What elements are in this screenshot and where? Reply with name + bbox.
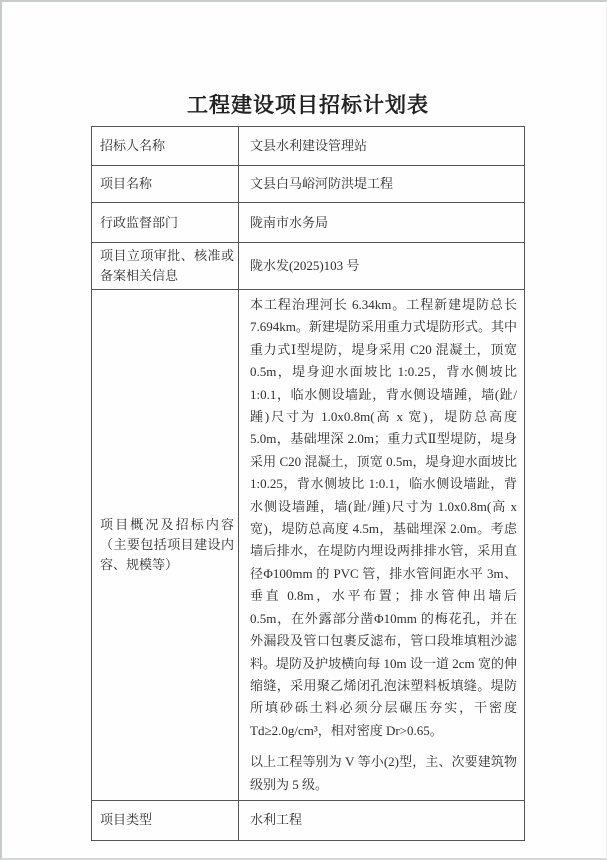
row-label-supervising-department: 行政监督部门 (92, 203, 239, 243)
table-row-supervising-department (92, 203, 525, 243)
table-row-bidder-name (92, 127, 525, 166)
row-label-project-type: 项目类型 (92, 800, 239, 840)
row-value-approval-info: 陇水发(2025)103 号 (239, 243, 525, 290)
row-value-bidder-name: 文县水利建设管理站 (239, 127, 525, 166)
document-title: 工程建设项目招标计划表 (187, 93, 429, 117)
row-label-approval-info: 项目立项审批、核准或备案相关信息 (92, 243, 239, 290)
project-overview-paragraph-1: 本工程治理河长 6.34km。工程新建堤防总长 7.694km。新建堤防采用重力式堤防形式。其中重力式Ⅰ型堤防，堤身采用 C20 混凝土，顶宽 0.5m，堤身迎水面坡比 1:0.25，背水侧坡比 1:0.1，临水侧设墙趾，背水侧设墙踵，墙(趾/踵)尺寸为 1.0x0.8m(高 x 宽)，堤防总高度 5.0m，基础埋深 2.0m；重力式Ⅱ型堤防，堤身采用 C20 混凝土，顶宽 0.5m，堤身迎水面坡比 1:0.25，背水侧坡比 1:0.1，临水侧设墙趾，背水侧设墙踵，墙(趾/踵)尺寸为 1.0x0.8m(高 x 宽)，堤防总高度 4.5m，基础埋深 2.0m。考虑墙后排水，在堤防内埋设两排排水管，采用直径Φ100mm 的 PVC 管，排水管间距水平 3m、垂直 0.8m，水平布置；排水管伸出墙后 0.5m，在外露部分凿Φ10mm 的梅花孔，并在外漏段及管口包裹反滤布，管口段堆填粗沙滤料。堤防及护坡横向每 10m 设一道 2cm 宽的伸缩缝，采用聚乙烯闭孔泡沫塑料板填缝。堤防所填砂砾土料必须分层碾压夯实，干密度 Td≥2.0g/cm³，相对密度 Dr>0.65。 (250, 297, 517, 738)
table-row-project-name (92, 166, 525, 203)
table-row-project-overview (92, 290, 525, 801)
table-row-project-type (92, 800, 525, 840)
row-value-supervising-department: 陇南市水务局 (239, 203, 525, 243)
row-label-project-name: 项目名称 (92, 166, 239, 203)
table-row-approval-info (92, 243, 525, 290)
row-value-project-type: 水利工程 (239, 800, 525, 840)
project-overview-paragraph-2: 以上工程等别为 V 等小(2)型，主、次要建筑物级别为 5 级。 (250, 754, 517, 792)
bidding-plan-table (91, 126, 525, 841)
row-value-project-overview (239, 290, 525, 801)
row-value-project-name: 文县白马峪河防洪堤工程 (239, 166, 525, 203)
row-label-bidder-name: 招标人名称 (92, 127, 239, 166)
row-label-project-overview: 项目概况及招标内容（主要包括项目建设内容、规模等） (92, 290, 239, 801)
